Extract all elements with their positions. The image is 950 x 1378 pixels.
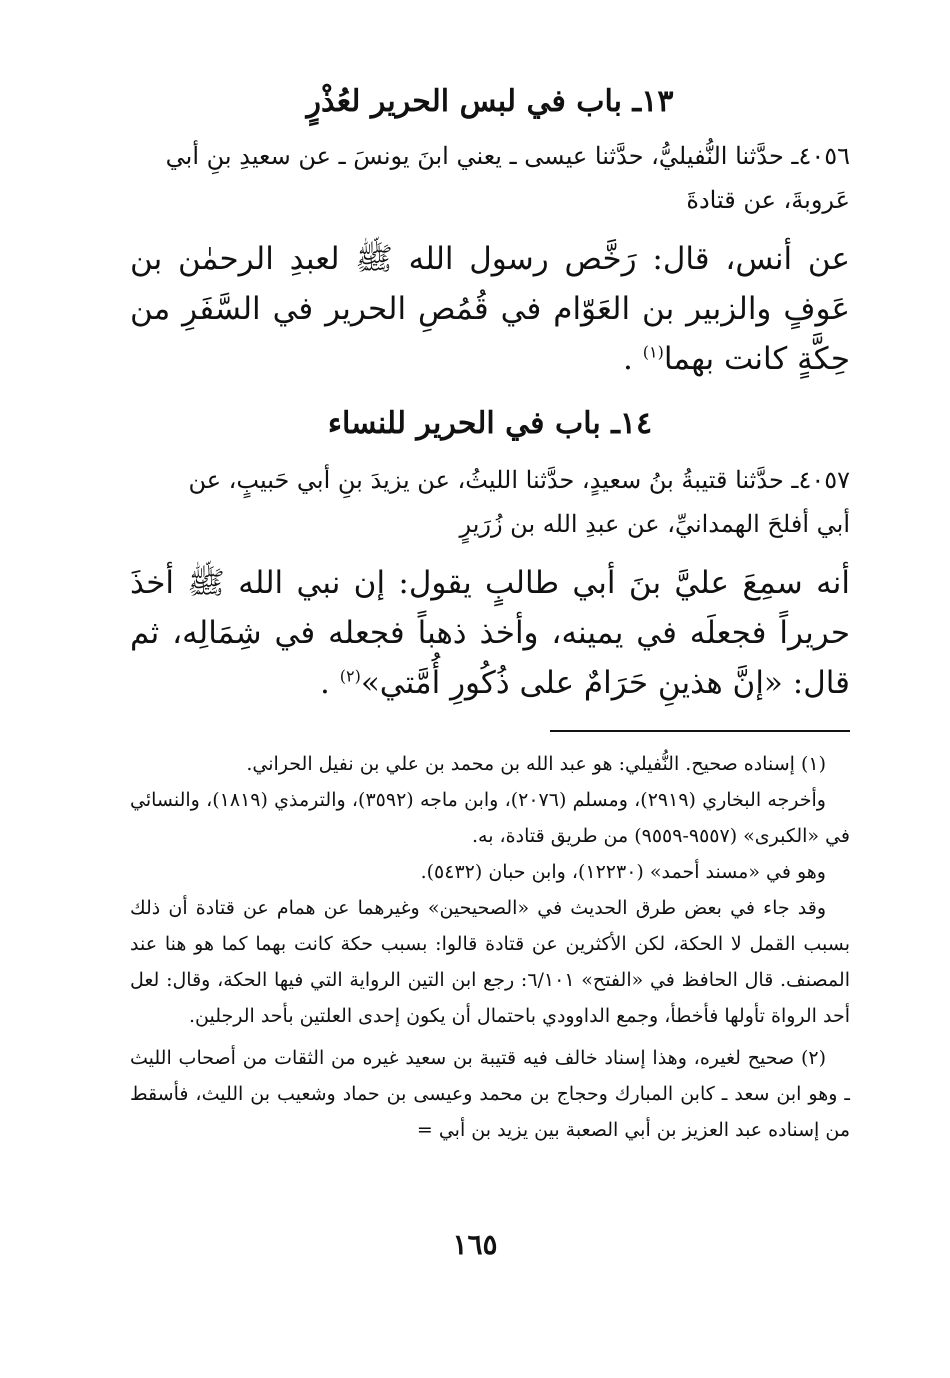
hadith-4057-end-mark: .	[320, 665, 330, 701]
hadith-4057	[130, 458, 850, 708]
page-number: ١٦٥	[452, 1228, 498, 1261]
footnote-1-intro: (١) إسناده صحيح. النُّفيلي: هو عبد الله بن محمد بن علي بن نفيل الحراني.	[246, 753, 826, 775]
hadith-4057-matn	[130, 558, 850, 708]
hadith-4056	[130, 134, 850, 384]
hadith-4056-matn	[130, 234, 850, 384]
hadith-4056-isnad-line-2: عَروبةَ، عن قتادةَ	[686, 186, 850, 214]
chapter-14-title: ١٤ـ باب في الحرير للنساء	[327, 406, 653, 441]
hadith-4057-matn-text: أنه سمِعَ عليَّ بنَ أبي طالبٍ يقول: إن نبي الله ﷺ أخذَ حريراً فجعلَه في يمينه، وأخذ ذهباً فجعله في شِمَالِه، ثم قال: «إنَّ هذينِ حَرَامٌ على ذُكُورِ أُمَّتي»	[130, 565, 850, 701]
footnote-ref-2: (٢)	[339, 666, 361, 686]
footnotes	[130, 746, 850, 1148]
hadith-4056-matn-text: عن أنس، قال: رَخَّص رسول الله ﷺ لعبدِ الرحمٰن بن عَوفٍ والزبير بن العَوّام في قُمُصِ الحرير في السَّفَرِ من حِكَّةٍ كانت بهما	[130, 241, 850, 377]
hadith-4057-isnad-line-2: أبي أفلحَ الهمدانيِّ، عن عبدِ الله بن زُرَيرٍ	[459, 510, 850, 538]
footnote-1-musnad: وهو في «مسند أحمد» (١٢٢٣٠)، وابن حبان (٥٤٣٢).	[420, 861, 826, 883]
footnote-ref-1: (١)	[642, 342, 664, 362]
footnote-1-sources: وأخرجه البخاري (٢٩١٩)، ومسلم (٢٠٧٦)، وابن ماجه (٣٥٩٢)، والترمذي (١٨١٩)، والنسائي في «الكبرى» (٩٥٥٧-٩٥٥٩) من طريق قتادة، به.	[130, 789, 850, 847]
footnote-divider	[550, 730, 850, 732]
footnote-2: (٢) صحيح لغيره، وهذا إسناد خالف فيه قتيبة بن سعيد غيره من الثقات من أصحاب الليث ـ وهو ابن سعد ـ كابن المبارك وحجاج بن محمد وعيسى بن حماد وشعيب بن الليث، فأسقط من إسناده عبد العزيز بن أبي الصعبة بين يزيد بن أبي =	[130, 1047, 850, 1141]
footnote-1-discussion: وقد جاء في بعض طرق الحديث في «الصحيحين» وغيرهما عن همام عن قتادة أن ذلك بسبب القمل لا الحكة، لكن الأكثرين عن قتادة قالوا: بسبب حكة كانت بهما كما هو هنا عند المصنف. قال الحافظ في «الفتح» ٦/١٠١: رجع ابن التين الرواية التي فيها الحكة، وقال: لعل أحد الرواة تأولها فأخطأ، وجمع الداوودي باحتمال أن يكون إحدى العلتين بأحد الرجلين.	[130, 897, 850, 1027]
hadith-4056-end-mark: .	[623, 341, 633, 377]
chapter-13-title: ١٣ـ باب في لبس الحرير لعُذْرٍ	[306, 84, 674, 119]
hadith-4057-isnad-line-1: ٤٠٥٧ـ حدَّثنا قتيبةُ بنُ سعيدٍ، حدَّثنا الليثُ، عن يزيدَ بنِ أبي حَبيبٍ، عن	[188, 466, 850, 494]
hadith-4056-isnad-line-1: ٤٠٥٦ـ حدَّثنا النُّفيليُّ، حدَّثنا عيسى ـ يعني ابنَ يونسَ ـ عن سعيدِ بنِ أبي	[165, 142, 850, 170]
book-page	[130, 80, 850, 1148]
